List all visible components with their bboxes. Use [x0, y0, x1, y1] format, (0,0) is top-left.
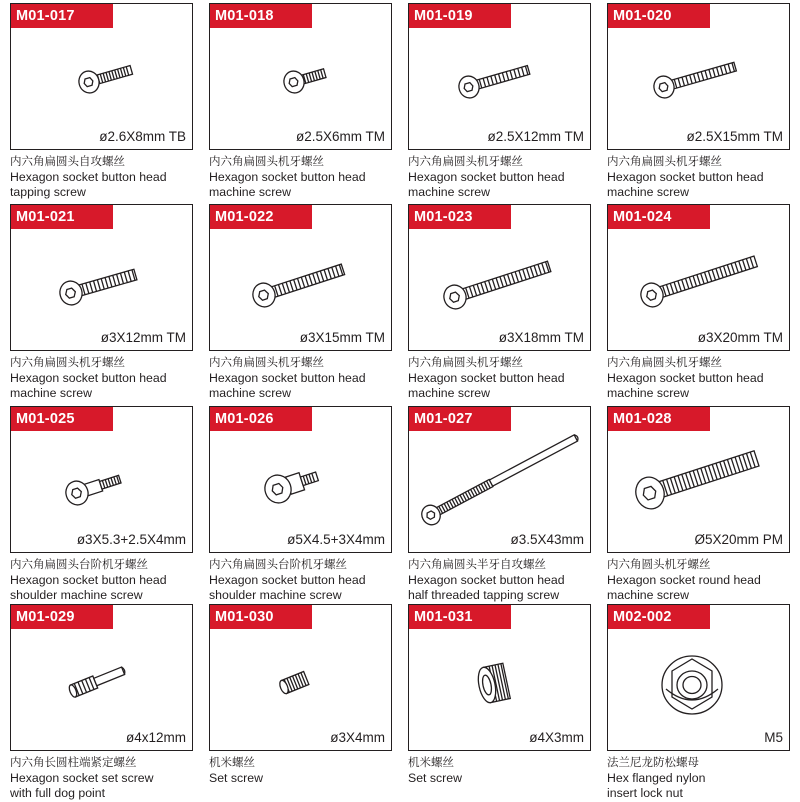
caption-english-line2: machine screw [607, 588, 690, 602]
part-caption [607, 557, 790, 604]
part-image-frame [10, 406, 193, 553]
part-card [607, 3, 790, 201]
caption-english-line2: with full dog point [10, 786, 106, 800]
caption-chinese: 内六角扁圆头半牙自攻螺丝 [408, 557, 546, 571]
part-image-frame [607, 204, 790, 351]
part-caption [408, 154, 591, 201]
part-image-frame [607, 604, 790, 751]
part-size-label: ø4x12mm [125, 730, 186, 745]
part-size-label: ø3.5X43mm [510, 532, 584, 547]
part-caption [408, 355, 591, 402]
caption-chinese: 内六角扁圆头机牙螺丝 [209, 355, 324, 369]
part-card [209, 204, 392, 402]
caption-english-line1: Hex flanged nylon [607, 770, 706, 785]
caption-english-line1: Hexagon socket button head [607, 169, 764, 184]
caption-english-line2: machine screw [209, 386, 292, 400]
caption-english-line2: machine screw [10, 386, 93, 400]
part-card [10, 3, 193, 201]
caption-english-line1: Hexagon socket set screw [10, 770, 154, 785]
part-image-frame [408, 204, 591, 351]
part-caption [607, 355, 790, 402]
caption-english-line2: machine screw [607, 185, 690, 199]
part-card [209, 3, 392, 201]
part-image-frame [607, 406, 790, 553]
part-size-label: ø2.5X15mm TM [686, 129, 783, 144]
part-image-frame [10, 3, 193, 150]
caption-english-line1: Hexagon socket button head [10, 169, 167, 184]
part-code-tag: M01-018 [210, 4, 312, 28]
part-card [408, 3, 591, 201]
part-image-frame [607, 3, 790, 150]
part-code-tag: M01-031 [409, 605, 511, 629]
caption-english-line2: half threaded tapping screw [408, 588, 560, 602]
part-size-label: ø3X18mm TM [498, 330, 584, 345]
caption-chinese: 法兰尼龙防松螺母 [607, 755, 699, 769]
caption-chinese: 内六角扁圆头机牙螺丝 [607, 154, 722, 168]
caption-chinese: 内六角扁圆头机牙螺丝 [408, 154, 523, 168]
caption-chinese: 内六角圆头机牙螺丝 [607, 557, 711, 571]
part-card [10, 406, 193, 604]
part-code-tag: M01-027 [409, 407, 511, 431]
part-size-label: ø3X4mm [330, 730, 385, 745]
caption-english-line1: Hexagon socket button head [209, 169, 366, 184]
part-code-tag: M01-017 [11, 4, 113, 28]
part-card [10, 604, 193, 802]
caption-english-line1: Hexagon socket button head [10, 370, 167, 385]
part-size-label: ø3X5.3+2.5X4mm [76, 532, 186, 547]
caption-english-line1: Hexagon socket button head [10, 572, 167, 587]
part-card [607, 204, 790, 402]
caption-english-line2: shoulder machine screw [10, 588, 143, 602]
part-size-label: ø2.6X8mm TB [99, 129, 186, 144]
part-image-frame [209, 3, 392, 150]
part-card [607, 604, 790, 802]
part-card [10, 204, 193, 402]
part-card [408, 604, 591, 786]
part-image-frame [10, 204, 193, 351]
part-code-tag: M01-028 [608, 407, 710, 431]
caption-english-line1: Hexagon socket button head [408, 370, 565, 385]
caption-english-line1: Hexagon socket button head [209, 370, 366, 385]
caption-english-line2: machine screw [408, 185, 491, 199]
part-size-label: ø4X3mm [529, 730, 584, 745]
part-code-tag: M02-002 [608, 605, 710, 629]
caption-chinese: 内六角扁圆头台阶机牙螺丝 [209, 557, 347, 571]
part-size-label: ø3X15mm TM [299, 330, 385, 345]
part-code-tag: M01-019 [409, 4, 511, 28]
caption-english-line2: machine screw [408, 386, 491, 400]
caption-chinese: 内六角扁圆头机牙螺丝 [607, 355, 722, 369]
part-size-label: ø2.5X12mm TM [487, 129, 584, 144]
caption-english-line2: machine screw [607, 386, 690, 400]
part-card [209, 406, 392, 604]
caption-chinese: 内六角扁圆头机牙螺丝 [10, 355, 125, 369]
part-image-frame [408, 3, 591, 150]
part-code-tag: M01-021 [11, 205, 113, 229]
caption-english-line2: shoulder machine screw [209, 588, 342, 602]
part-caption [209, 557, 392, 604]
part-caption [10, 355, 193, 402]
part-caption [607, 154, 790, 201]
caption-chinese: 内六角长圆柱端紧定螺丝 [10, 755, 137, 769]
part-card [607, 406, 790, 604]
caption-english-line1: Hexagon socket button head [408, 572, 565, 587]
part-caption [209, 154, 392, 201]
caption-english-line2: insert lock nut [607, 786, 683, 800]
part-caption [10, 557, 193, 604]
part-card [408, 406, 591, 604]
part-code-tag: M01-023 [409, 205, 511, 229]
part-caption [607, 755, 790, 802]
caption-english-line1: Set screw [209, 770, 263, 785]
part-caption [408, 557, 591, 604]
part-caption [408, 755, 591, 786]
caption-english-line2: tapping screw [10, 185, 86, 199]
part-size-label: M5 [764, 730, 783, 745]
part-caption [209, 755, 392, 786]
caption-chinese: 内六角扁圆头自攻螺丝 [10, 154, 125, 168]
caption-english-line1: Hexagon socket round head [607, 572, 761, 587]
part-image-frame [10, 604, 193, 751]
caption-english-line1: Hexagon socket button head [209, 572, 366, 587]
part-size-label: ø5X4.5+3X4mm [287, 532, 385, 547]
part-size-label: ø3X12mm TM [100, 330, 186, 345]
part-caption [10, 755, 193, 802]
part-size-label: Ø5X20mm PM [694, 532, 783, 547]
part-code-tag: M01-024 [608, 205, 710, 229]
caption-english-line1: Hexagon socket button head [408, 169, 565, 184]
caption-chinese: 内六角扁圆头台阶机牙螺丝 [10, 557, 148, 571]
part-code-tag: M01-025 [11, 407, 113, 431]
caption-english-line1: Hexagon socket button head [607, 370, 764, 385]
part-caption [10, 154, 193, 201]
caption-chinese: 内六角扁圆头机牙螺丝 [209, 154, 324, 168]
caption-chinese: 机米螺丝 [408, 755, 454, 769]
caption-english-line1: Set screw [408, 770, 462, 785]
part-image-frame [408, 604, 591, 751]
part-image-frame [209, 406, 392, 553]
part-size-label: ø3X20mm TM [697, 330, 783, 345]
caption-chinese: 内六角扁圆头机牙螺丝 [408, 355, 523, 369]
part-card [408, 204, 591, 402]
part-code-tag: M01-030 [210, 605, 312, 629]
caption-chinese: 机米螺丝 [209, 755, 255, 769]
part-image-frame [209, 604, 392, 751]
part-code-tag: M01-026 [210, 407, 312, 431]
part-code-tag: M01-029 [11, 605, 113, 629]
part-code-tag: M01-022 [210, 205, 312, 229]
part-caption [209, 355, 392, 402]
part-card [209, 604, 392, 786]
part-size-label: ø2.5X6mm TM [295, 129, 385, 144]
part-image-frame [209, 204, 392, 351]
part-code-tag: M01-020 [608, 4, 710, 28]
caption-english-line2: machine screw [209, 185, 292, 199]
part-image-frame [408, 406, 591, 553]
